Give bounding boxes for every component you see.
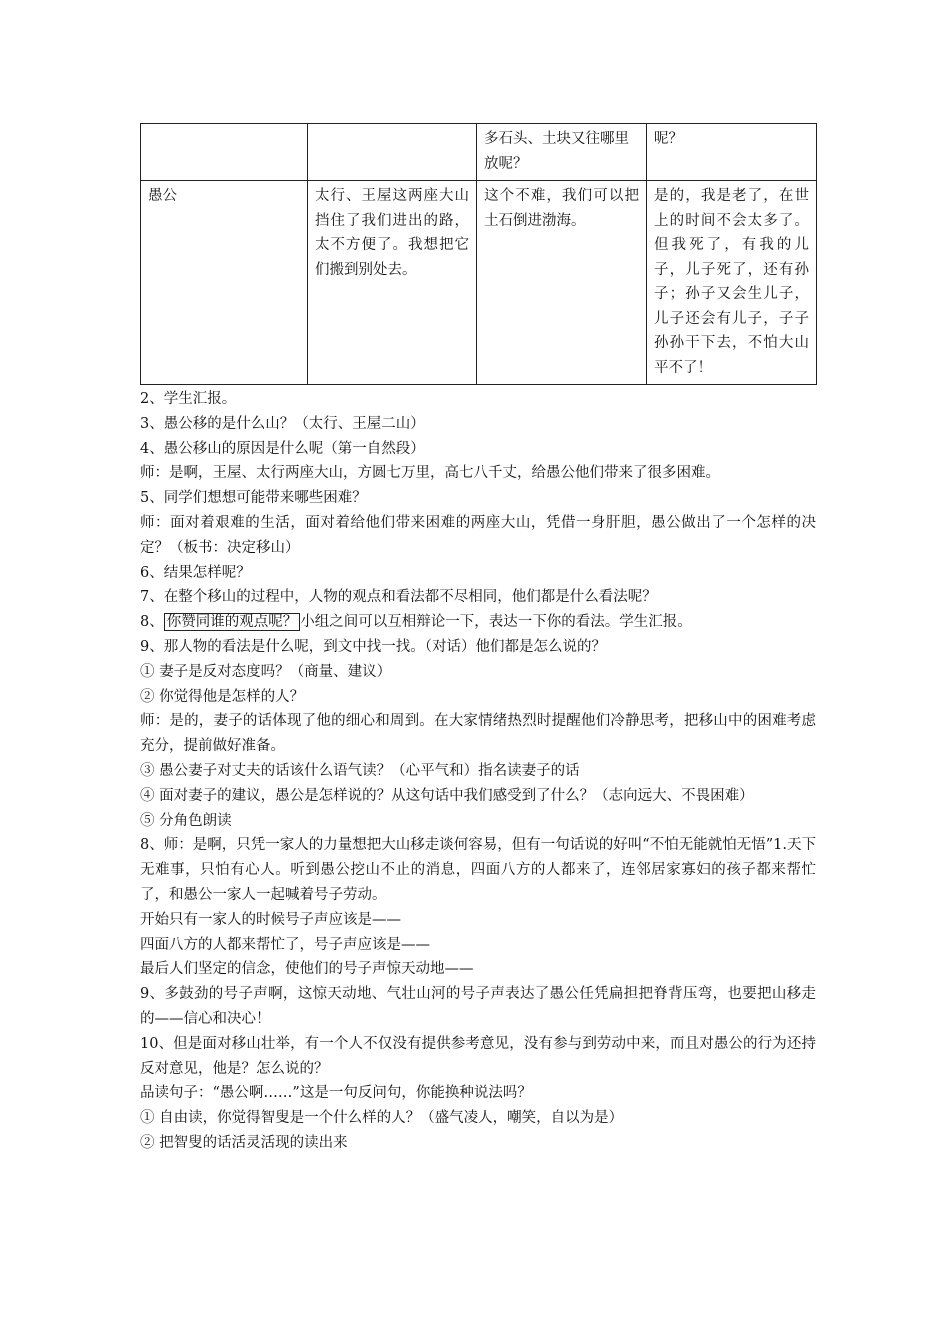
paragraph: ② 你觉得他是怎样的人？ <box>140 688 305 705</box>
paragraph: 品读句子：“愚公啊……”这是一句反问句，你能换种说法吗？ <box>140 1085 532 1102</box>
paragraph: 最后人们坚定的信念，使他们的号子声惊天动地—— <box>140 961 474 978</box>
paragraph: 2、学生汇报。 <box>140 391 237 407</box>
paragraph: 10、但是面对移山壮举，有一个人不仅没有提供参考意见，没有参与到劳动中来，而且对愚公的行为还持反对意见，他是？怎么说的？ <box>140 1035 816 1077</box>
paragraph: 7、在整个移山的过程中，人物的观点和看法都不尽相同，他们都是什么看法呢？ <box>140 589 657 606</box>
table-row <box>141 124 817 181</box>
table-cell: 呢？ <box>647 124 817 181</box>
lesson-text <box>140 387 816 1156</box>
paragraph: 3、愚公移的是什么山？（太行、王屋二山） <box>140 415 425 432</box>
paragraph: 8、师：是啊，只凭一家人的力量想把大山移走谈何容易，但有一句话说的好叫“不怕无能就怕无悟”1.天下无难事，只怕有心人。听到愚公挖山不止的消息，四面八方的人都来了，连邻居家寡妇的孩子都来帮忙了，和愚公一家人一起喊着号子劳动。 <box>140 837 816 903</box>
paragraph: 9、多鼓劲的号子声啊，这惊天动地、气壮山河的号子声表达了愚公任凭扁担把脊背压弯，也要把山移走的——信心和决心！ <box>140 986 816 1027</box>
dialogue-table <box>140 123 817 385</box>
paragraph: 师：是的，妻子的话体现了他的细心和周到。在大家情绪热烈时提醒他们冷静思考，把移山中的困难考虑充分，提前做好准备。 <box>140 713 816 755</box>
paragraph <box>140 610 816 635</box>
paragraph: ① 妻子是反对态度吗？（商量、建议） <box>140 663 392 680</box>
table-cell <box>141 124 308 181</box>
table-cell: 这个不难，我们可以把土石倒进渤海。 <box>477 181 647 385</box>
table-cell-speaker: 愚公 <box>141 181 308 385</box>
paragraph: 6、结果怎样呢？ <box>140 564 251 581</box>
paragraph-rest: 小组之间可以互相辩论一下，表达一下你的看法。学生汇报。 <box>300 614 692 631</box>
paragraph: 师：面对着艰难的生活，面对着给他们带来困难的两座大山，凭借一身肝胆，愚公做出了一个怎样的决定？（板书：决定移山） <box>140 514 816 556</box>
paragraph: 开始只有一家人的时候号子声应该是—— <box>140 911 401 928</box>
item-number: 8、 <box>140 614 164 631</box>
table-cell: 太行、王屋这两座大山挡住了我们进出的路，太不方便了。我想把它们搬到别处去。 <box>308 181 477 385</box>
paragraph: 4、愚公移山的原因是什么呢（第一自然段） <box>140 440 425 457</box>
paragraph: ⑤ 分角色朗读 <box>140 812 232 829</box>
boxed-question: 你赞同谁的观点呢？ <box>164 613 301 631</box>
paragraph: 5、同学们想想可能带来哪些困难？ <box>140 490 367 507</box>
table-cell <box>308 124 477 181</box>
paragraph: 师：是啊，王屋、太行两座大山，方圆七万里，高七八千丈，给愚公他们带来了很多困难。 <box>140 465 720 482</box>
paragraph: 9、那人物的看法是什么呢，到文中找一找。（对话）他们都是怎么说的？ <box>140 638 606 655</box>
paragraph: ① 自由读，你觉得智叟是一个什么样的人？（盛气凌人，嘲笑，自以为是） <box>140 1110 624 1127</box>
paragraph: ② 把智叟的话活灵活现的读出来 <box>140 1134 348 1151</box>
paragraph: ④ 面对妻子的建议，愚公是怎样说的？从这句话中我们感受到了什么？（志向远大、不畏困难） <box>140 787 754 804</box>
table-row <box>141 181 817 385</box>
table-cell: 是的，我是老了，在世上的时间不会太多了。但我死了，有我的儿子，儿子死了，还有孙子；孙子又会生儿子，儿子还会有儿子，子子孙孙干下去，不怕大山平不了！ <box>647 181 817 385</box>
table-cell: 多石头、土块又往哪里放呢？ <box>477 124 647 181</box>
paragraph: 四面八方的人都来帮忙了，号子声应该是—— <box>140 936 430 953</box>
document-page <box>140 123 816 1156</box>
paragraph: ③ 愚公妻子对丈夫的话该什么语气读？（心平气和）指名读妻子的话 <box>140 762 580 779</box>
